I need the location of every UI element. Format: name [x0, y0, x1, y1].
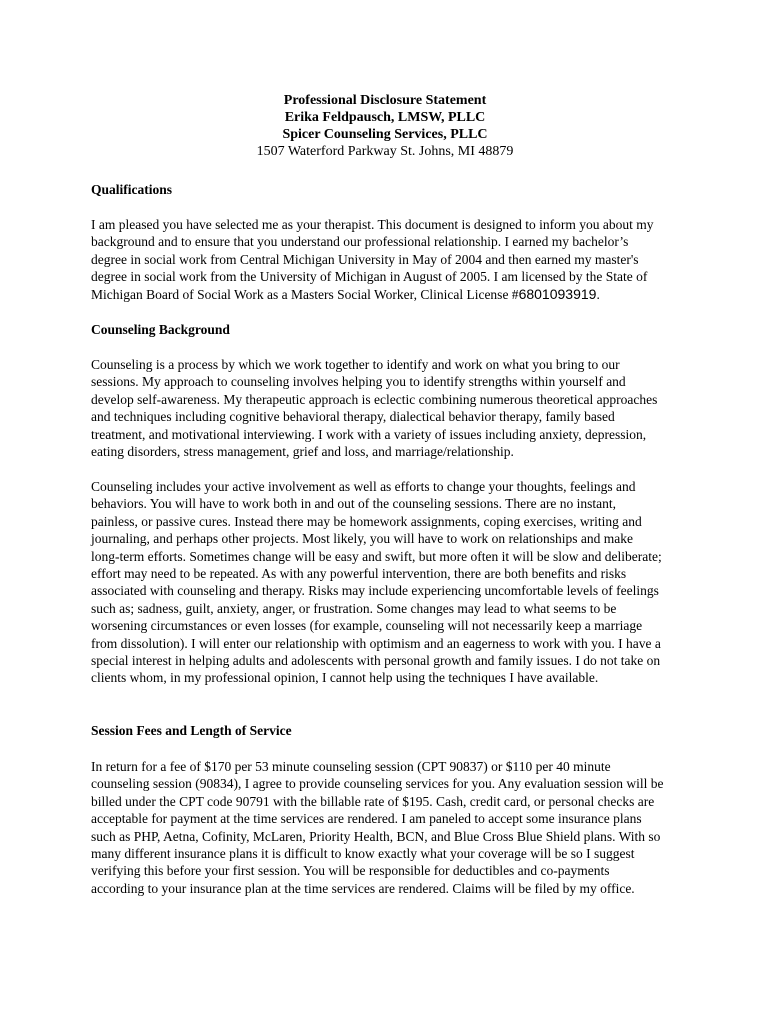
paragraph-line: degree in social work from Central Michigan University in May of 2004 and then earned my master's	[91, 251, 639, 267]
paragraph-line: associated with counseling and therapy. Risks may include experiencing uncomfortable levels of feelings	[91, 583, 659, 599]
paragraph-line: billed under the CPT code 90791 with the billable rate of $195. Cash, credit card, or personal checks are	[91, 793, 655, 809]
document-title: Professional Disclosure Statement	[283, 93, 487, 108]
paragraph-line: I am pleased you have selected me as your therapist. This document is designed to inform you about my	[91, 217, 654, 232]
document-header	[0, 92, 770, 160]
paragraph-line: from dissolution). I will enter our relationship with optimism and an eagerness to work with you. I have a	[91, 635, 661, 651]
paragraph-line: counseling session (90834), I agree to provide counseling services for you. Any evaluation session will be	[91, 776, 664, 792]
paragraph-line: treatment, and motivational interviewing. I work with a variety of issues including anxiety, depression,	[91, 426, 647, 442]
paragraph-line: Counseling is a process by which we work together to identify and work on what you bring to our	[91, 357, 620, 372]
counseling-background-paragraph-2	[91, 478, 691, 687]
paragraph-line: according to your insurance plan at the time services are rendered. Claims will be filed by my office.	[91, 880, 635, 896]
paragraph-line: clients whom, in my professional opinion, I cannot help using the techniques I have available.	[91, 670, 599, 686]
therapist-name: Erika Feldpausch, LMSW, PLLC	[284, 110, 486, 125]
session-fees-paragraph	[91, 758, 691, 897]
paragraph-line: long-term efforts. Sometimes change will be easy and swift, but more often it will be slow and deliberate;	[91, 548, 662, 564]
paragraph-line: eating disorders, stress management, grief and loss, and marriage/relationship.	[91, 444, 514, 460]
paragraph-line: many different insurance plans it is difficult to know exactly what your coverage will be so I suggest	[91, 846, 635, 862]
paragraph-line: behaviors. You will have to work both in and out of the counseling sessions. There are no instant,	[91, 496, 617, 512]
paragraph-line: develop self-awareness. My therapeutic approach is eclectic combining numerous theoretical approaches	[91, 391, 658, 407]
license-number: 6801093919	[518, 285, 597, 302]
paragraph-line: background and to ensure that you understand our professional relationship. I earned my bachelor’s	[91, 234, 629, 250]
session-fees-heading: Session Fees and Length of Service	[91, 723, 292, 738]
paragraph-line: such as PHP, Aetna, Cofinity, McLaren, Priority Health, BCN, and Blue Cross Blue Shield plans. With so	[91, 828, 661, 844]
paragraph-line: and techniques including cognitive behavioral therapy, dialectical behavior therapy, family based	[91, 409, 615, 425]
qualifications-heading: Qualifications	[91, 182, 173, 197]
practice-name: Spicer Counseling Services, PLLC	[282, 127, 488, 142]
paragraph-line: worsening circumstances or even losses (for example, counseling will not necessarily keep a marriage	[91, 618, 643, 634]
paragraph-line	[91, 286, 691, 303]
paragraph-line: special interest in helping adults and adolescents with personal growth and family issues. I do not take on	[91, 653, 661, 669]
paragraph-line: In return for a fee of $170 per 53 minute counseling session (CPT 90837) or $110 per 40 minute	[91, 759, 611, 774]
paragraph-line: painless, or passive cures. Instead there may be homework assignments, coping exercises, writing and	[91, 513, 642, 529]
paragraph-line: degree in social work from the University of Michigan in August of 2005. I am licensed by the State of	[91, 269, 648, 285]
paragraph-line: journaling, and perhaps other projects. Most likely, you will have to work on relationships and make	[91, 531, 634, 547]
paragraph-line: effort may need to be repeated. As with any powerful intervention, there are both benefits and risks	[91, 566, 627, 582]
paragraph-line: Counseling includes your active involvement as well as efforts to change your thoughts, feelings and	[91, 479, 636, 494]
counseling-background-paragraph-1	[91, 356, 691, 460]
paragraph-line: sessions. My approach to counseling involves helping you to identify strengths within yourself and	[91, 374, 626, 390]
paragraph-line: verifying this before your first session. You will be responsible for deductibles and co-payments	[91, 863, 610, 879]
counseling-background-heading: Counseling Background	[91, 322, 230, 337]
paragraph-line: such as; sadness, guilt, anxiety, anger, or frustration. Some changes may lead to what seems to be	[91, 600, 617, 616]
paragraph-line: acceptable for payment at the time services are rendered. I am paneled to accept some insurance plans	[91, 811, 642, 827]
license-line-end: .	[596, 286, 600, 302]
license-line-text: Michigan Board of Social Work as a Masters Social Worker, Clinical License #	[91, 286, 519, 302]
practice-address: 1507 Waterford Parkway St. Johns, MI 48879	[256, 144, 514, 159]
qualifications-paragraph	[91, 216, 691, 303]
